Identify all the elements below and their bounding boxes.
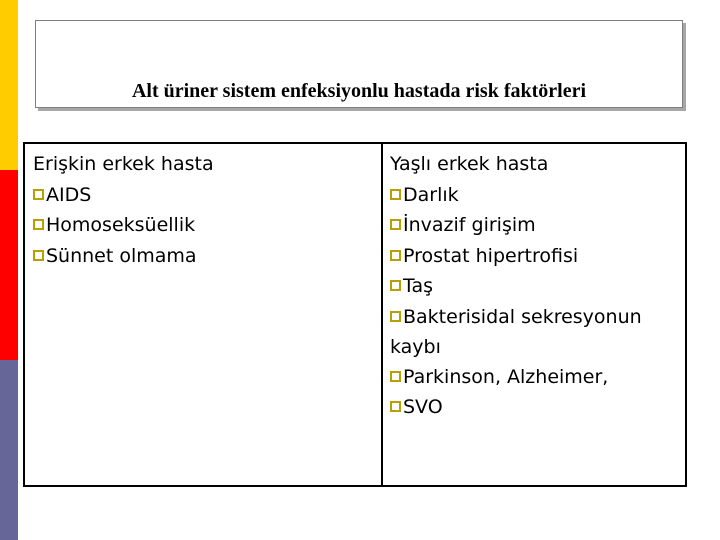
slide-title: Alt üriner sistem enfeksiyonlu hastada risk faktörleri [131, 80, 587, 102]
sidebar-stripe-red [0, 170, 18, 360]
risk-factor-table [23, 142, 687, 487]
square-bullet-icon [390, 189, 401, 200]
sidebar-stripe-yellow [0, 0, 18, 170]
square-bullet-icon [390, 311, 401, 322]
square-bullet-icon [390, 371, 401, 382]
elderly-male-column [383, 144, 685, 485]
title-box [35, 20, 683, 108]
list-item: AIDS [33, 180, 373, 211]
list-item: Sünnet olmama [33, 241, 373, 272]
square-bullet-icon [390, 219, 401, 230]
list-item: Darlık [390, 180, 677, 211]
square-bullet-icon [390, 280, 401, 291]
sidebar-stripe-blue [0, 360, 18, 540]
list-item: Parkinson, Alzheimer, [390, 362, 677, 393]
list-item: Homoseksüellik [33, 210, 373, 241]
column-heading-elderly-male: Yaşlı erkek hasta [390, 153, 549, 175]
adult-male-column [25, 144, 383, 485]
square-bullet-icon [390, 401, 401, 412]
column-heading-adult-male: Erişkin erkek hasta [33, 153, 214, 175]
square-bullet-icon [33, 219, 44, 230]
square-bullet-icon [390, 250, 401, 261]
list-item: Prostat hipertrofisi [390, 241, 677, 272]
list-item: İnvazif girişim [390, 210, 677, 241]
list-item: SVO [390, 392, 677, 423]
square-bullet-icon [33, 250, 44, 261]
list-item: Bakterisidal sekresyonun kaybı [390, 305, 642, 358]
list-item: Taş [390, 271, 677, 302]
square-bullet-icon [33, 189, 44, 200]
